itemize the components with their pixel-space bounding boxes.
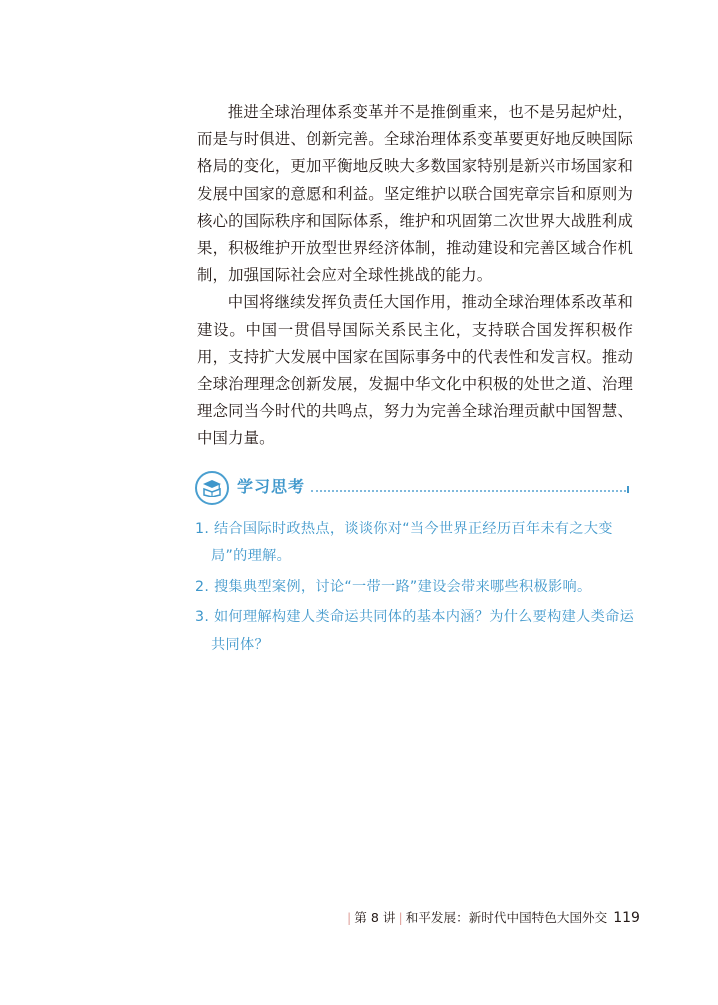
footer-separator: |	[347, 910, 352, 925]
page-footer	[344, 908, 640, 928]
body-paragraph: 推进全球治理体系变革并不是推倒重来，也不是另起炉灶，而是与时俱进、创新完善。全球治理体系变革要更好地反映国际格局的变化，更加平衡地反映大多数国家特别是新兴市场国家和发展中国家的意愿和利益。坚定维护以联合国宪章宗旨和原则为核心的国际秩序和国际体系，维护和巩固第二次世界大战胜利成果，积极维护开放型世界经济体制，推动建设和完善区域合作机制，加强国际社会应对全球性挑战的能力。	[197, 103, 633, 285]
page-number: 119	[613, 910, 640, 926]
study-question: 1. 结合国际时政热点，谈谈你对“当今世界正经历百年未有之大变局”的理解。	[195, 521, 613, 565]
footer-separator: |	[398, 910, 403, 925]
body-paragraph: 中国将继续发挥负责任大国作用，推动全球治理体系改革和建设。中国一贯倡导国际关系民主化，支持联合国发挥积极作用，支持扩大发展中国家在国际事务中的代表性和发言权。推动全球治理理念创新发展，发掘中华文化中积极的处世之道、治理理念同当今时代的共鸣点，努力为完善全球治理贡献中国智慧、中国力量。	[197, 293, 633, 448]
dotted-divider	[311, 490, 626, 492]
book-graduation-cap-icon	[195, 471, 229, 505]
study-question: 2. 搜集典型案例，讨论“一带一路”建设会带来哪些积极影响。	[195, 578, 592, 595]
footer-lecture: 第 8 讲	[354, 910, 396, 925]
main-text	[197, 99, 633, 453]
study-questions-list	[195, 516, 637, 662]
study-section-header	[195, 471, 635, 507]
study-section-title: 学习思考	[237, 477, 306, 496]
study-question: 3. 如何理解构建人类命运共同体的基本内涵？为什么要构建人类命运共同体？	[195, 609, 635, 653]
divider-end-mark	[627, 486, 629, 493]
footer-chapter-title: 和平发展：新时代中国特色大国外交	[405, 910, 608, 925]
